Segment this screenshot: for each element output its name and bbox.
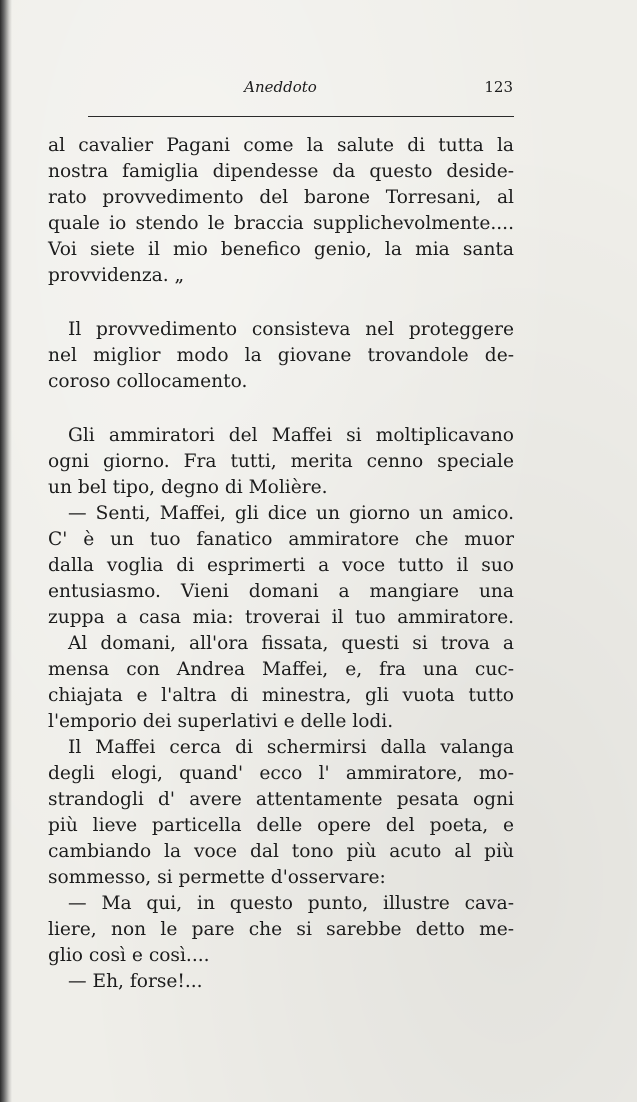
text-line: nostra famiglia dipendesse da questo deside-: [48, 161, 514, 182]
text-line: Il Maffei cerca di schermirsi dalla valanga: [68, 737, 514, 758]
text-line: — Eh, forse!...: [68, 971, 203, 992]
running-title: Aneddoto: [244, 78, 317, 96]
text-line: quale io stendo le braccia supplichevolmente....: [48, 213, 514, 234]
text-line: C' è un tuo fanatico ammiratore che muor: [48, 529, 514, 550]
paragraph-gap: [48, 395, 514, 423]
text-line: strandogli d' avere attentamente pesata ogni: [48, 789, 514, 810]
text-line: chiajata e l'altra di minestra, gli vuota tutto: [48, 685, 514, 706]
text-line: Il provvedimento consisteva nel proteggere: [68, 319, 514, 340]
text-line: glio così e così....: [48, 945, 210, 966]
text-line: mensa con Andrea Maffei, e, fra una cuc-: [48, 659, 514, 680]
text-line: — Senti, Maffei, gli dice un giorno un amico.: [68, 503, 514, 524]
text-line: rato provvedimento del barone Torresani, al: [48, 187, 514, 208]
text-line: provvidenza. „: [48, 265, 185, 286]
text-line: Gli ammiratori del Maffei si moltiplicavano: [68, 425, 514, 446]
body-text: [48, 133, 514, 995]
text-line: degli elogi, quand' ecco l' ammiratore, mo-: [48, 763, 514, 784]
text-line: Al domani, all'ora fissata, questi si trova a: [68, 633, 514, 654]
text-line: sommesso, si permette d'osservare:: [48, 867, 386, 888]
text-line: un bel tipo, degno di Molière.: [48, 477, 328, 498]
running-head: [48, 78, 513, 102]
text-line: dalla voglia di esprimerti a voce tutto il suo: [48, 555, 514, 576]
header-rule: [88, 116, 514, 117]
text-line: al cavalier Pagani come la salute di tutta la: [48, 135, 514, 156]
text-line: — Ma qui, in questo punto, illustre cava-: [68, 893, 514, 914]
text-line: zuppa a casa mia: troverai il tuo ammiratore.: [48, 607, 514, 628]
page-binding-edge: [0, 0, 12, 1102]
text-line: nel miglior modo la giovane trovandole de-: [48, 345, 514, 366]
text-line: Voi siete il mio benefico genio, la mia santa: [48, 239, 514, 260]
text-line: cambiando la voce dal tono più acuto al più: [48, 841, 514, 862]
text-line: liere, non le pare che si sarebbe detto me-: [48, 919, 514, 940]
text-line: ogni giorno. Fra tutti, merita cenno speciale: [48, 451, 514, 472]
text-line: coroso collocamento.: [48, 371, 248, 392]
text-line: più lieve particella delle opere del poeta, e: [48, 815, 514, 836]
page-number: 123: [484, 78, 513, 96]
text-line: entusiasmo. Vieni domani a mangiare una: [48, 581, 514, 602]
text-line: l'emporio dei superlativi e delle lodi.: [48, 711, 394, 732]
paragraph-gap: [48, 289, 514, 317]
